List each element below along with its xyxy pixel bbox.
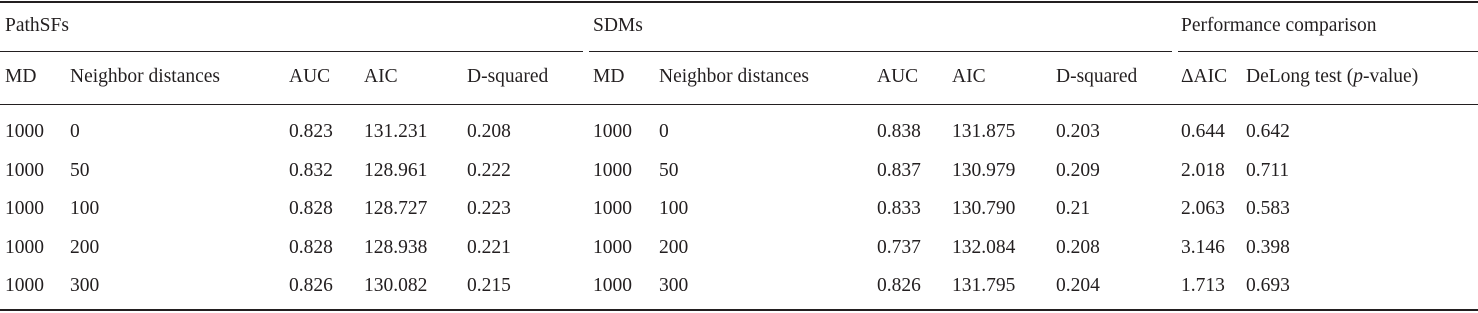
col-header-delong-test	[1246, 66, 1418, 88]
cell-neighbor: 50	[70, 160, 90, 181]
cell-d-squared: 0.209	[1056, 160, 1100, 181]
cell-md: 1000	[593, 121, 632, 142]
header-bottom-rule	[0, 104, 1478, 105]
cell-auc: 0.828	[289, 237, 333, 258]
col-header-d-squared: D-squared	[1056, 66, 1138, 87]
cell-d-squared: 0.203	[1056, 121, 1100, 142]
cell-aic: 130.790	[952, 198, 1016, 219]
col-header-neighbor-distances: Neighbor distances	[70, 66, 221, 87]
table-top-rule	[0, 1, 1478, 3]
cell-delta-aic: 2.063	[1181, 198, 1225, 219]
cell-d-squared: 0.21	[1056, 198, 1091, 219]
cell-neighbor: 50	[659, 160, 679, 181]
cell-d-squared: 0.221	[467, 237, 511, 258]
col-header-d-squared: D-squared	[467, 66, 549, 87]
cell-aic: 128.727	[364, 198, 428, 219]
cell-aic: 131.795	[952, 275, 1016, 296]
cell-aic: 131.231	[364, 121, 428, 142]
table-bottom-rule	[0, 309, 1478, 311]
cell-auc: 0.837	[877, 160, 921, 181]
cell-md: 1000	[5, 275, 44, 296]
cell-neighbor: 300	[659, 275, 689, 296]
cell-neighbor: 0	[659, 121, 669, 142]
cell-auc: 0.833	[877, 198, 921, 219]
cell-d-squared: 0.208	[467, 121, 511, 142]
cell-md: 1000	[593, 237, 632, 258]
cell-neighbor: 100	[659, 198, 689, 219]
cell-neighbor: 300	[70, 275, 100, 296]
cell-auc: 0.826	[289, 275, 333, 296]
cell-aic: 130.979	[952, 160, 1016, 181]
cell-aic: 131.875	[952, 121, 1016, 142]
cell-delta-aic: 2.018	[1181, 160, 1225, 181]
cell-neighbor: 100	[70, 198, 100, 219]
cell-neighbor: 200	[659, 237, 689, 258]
cell-d-squared: 0.208	[1056, 237, 1100, 258]
cell-md: 1000	[5, 121, 44, 142]
cell-auc: 0.838	[877, 121, 921, 142]
cell-md: 1000	[5, 160, 44, 181]
group-header-comparison: Performance comparison	[1181, 15, 1377, 36]
col-header-auc: AUC	[289, 66, 331, 87]
cell-auc: 0.828	[289, 198, 333, 219]
cell-delong-p: 0.711	[1246, 160, 1290, 181]
cell-aic: 128.961	[364, 160, 428, 181]
cell-delong-p: 0.398	[1246, 237, 1290, 258]
cell-delta-aic: 3.146	[1181, 237, 1225, 258]
cell-neighbor: 0	[70, 121, 80, 142]
cell-neighbor: 200	[70, 237, 100, 258]
group-header-pathsfs: PathSFs	[5, 15, 69, 36]
cell-aic: 128.938	[364, 237, 428, 258]
group-header-sdms: SDMs	[593, 15, 643, 36]
cell-aic: 130.082	[364, 275, 428, 296]
cell-delong-p: 0.693	[1246, 275, 1290, 296]
cell-auc: 0.826	[877, 275, 921, 296]
delong-prefix: DeLong test (	[1246, 66, 1354, 87]
col-header-aic: AIC	[364, 66, 398, 87]
cell-d-squared: 0.215	[467, 275, 511, 296]
cell-delong-p: 0.642	[1246, 121, 1290, 142]
cell-d-squared: 0.223	[467, 198, 511, 219]
group-rule-sdms	[589, 51, 1172, 52]
delong-p-symbol: p	[1353, 66, 1363, 87]
cell-md: 1000	[593, 198, 632, 219]
cell-md: 1000	[593, 275, 632, 296]
group-rule-comparison	[1178, 51, 1478, 52]
col-header-md: MD	[5, 66, 37, 87]
cell-d-squared: 0.204	[1056, 275, 1100, 296]
cell-auc: 0.737	[877, 237, 921, 258]
cell-delta-aic: 1.713	[1181, 275, 1225, 296]
cell-delta-aic: 0.644	[1181, 121, 1225, 142]
delong-suffix: -value)	[1362, 66, 1419, 87]
cell-md: 1000	[5, 198, 44, 219]
cell-d-squared: 0.222	[467, 160, 511, 181]
cell-auc: 0.832	[289, 160, 333, 181]
cell-delong-p: 0.583	[1246, 198, 1290, 219]
col-header-aic: AIC	[952, 66, 986, 87]
col-header-delta-aic: ΔAIC	[1181, 66, 1228, 87]
col-header-auc: AUC	[877, 66, 919, 87]
cell-md: 1000	[593, 160, 632, 181]
col-header-md: MD	[593, 66, 625, 87]
col-header-neighbor-distances: Neighbor distances	[659, 66, 810, 87]
cell-aic: 132.084	[952, 237, 1016, 258]
group-rule-pathsfs	[0, 51, 583, 52]
cell-auc: 0.823	[289, 121, 333, 142]
cell-md: 1000	[5, 237, 44, 258]
